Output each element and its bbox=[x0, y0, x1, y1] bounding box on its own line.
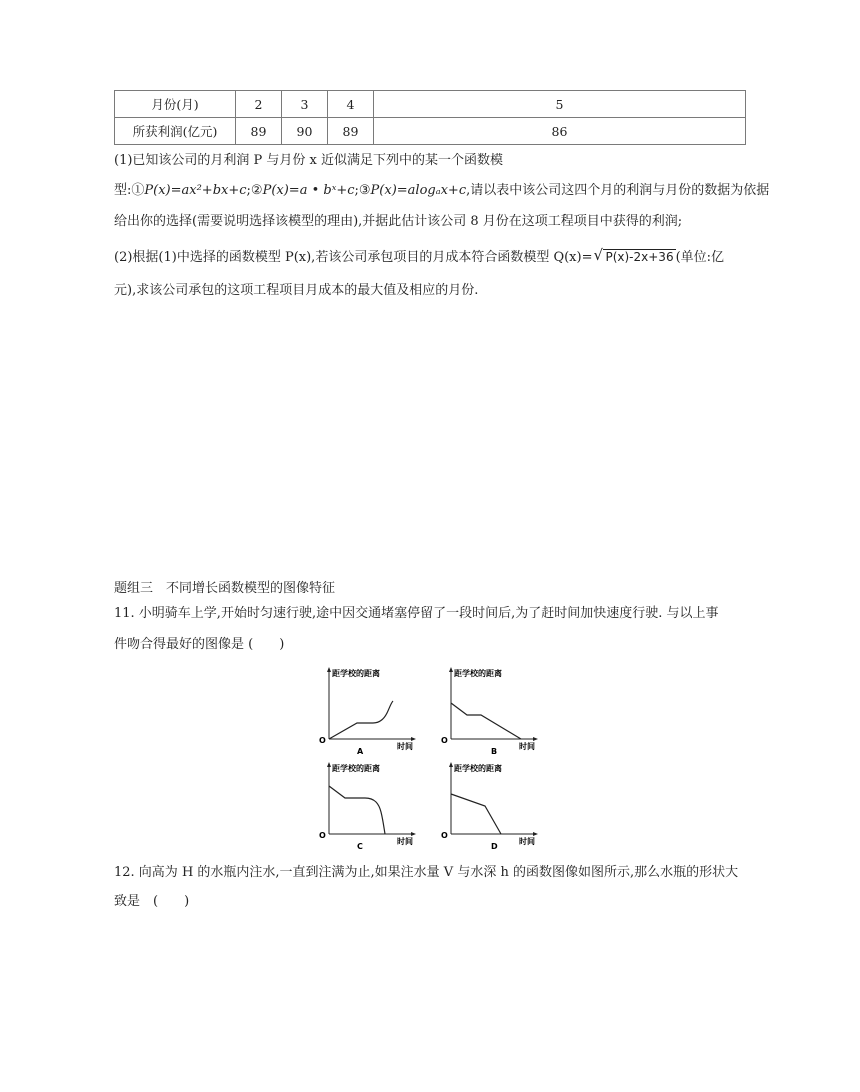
model-quadratic: P(x)=ax²+bx+c bbox=[144, 183, 247, 198]
x-axis-label: 时间 bbox=[519, 837, 535, 846]
graph-label-a: A bbox=[357, 747, 364, 755]
table-cell: 89 bbox=[236, 118, 282, 145]
origin-label: O bbox=[319, 736, 326, 745]
sqrt-expression bbox=[593, 248, 675, 267]
q10-part2-line2: 元),求该公司承包的这项工程项目月成本的最大值及相应的月份. bbox=[114, 283, 479, 298]
graph-b bbox=[437, 665, 542, 755]
table-row bbox=[115, 118, 746, 145]
graph-label-c: C bbox=[357, 842, 363, 850]
graph-d bbox=[437, 760, 542, 850]
section-title: 题组三 不同增长函数模型的图像特征 bbox=[114, 581, 336, 596]
y-axis-label: 距学校的距离 bbox=[332, 669, 380, 678]
text-span: (单位:亿 bbox=[675, 250, 725, 265]
table-cell: 86 bbox=[374, 118, 746, 145]
graph-a bbox=[315, 665, 420, 755]
graph-c bbox=[315, 760, 420, 850]
table-cell: 89 bbox=[328, 118, 374, 145]
q10-part1-line1: (1)已知该公司的月利润 P 与月份 x 近似满足下列中的某一个函数模 bbox=[114, 153, 504, 168]
text-span: (2)根据(1)中选择的函数模型 P(x),若该公司承包项目的月成本符合函数模型 Q(x)= bbox=[114, 250, 593, 265]
table-row bbox=[115, 91, 746, 118]
text-span: 型:① bbox=[114, 183, 145, 198]
profit-table bbox=[114, 90, 746, 145]
table-cell: 月份(月) bbox=[115, 91, 236, 118]
text-span: ;② bbox=[246, 183, 263, 198]
table-cell: 4 bbox=[328, 91, 374, 118]
table-cell: 3 bbox=[282, 91, 328, 118]
model-logarithmic: P(x)=alogₐx+c bbox=[370, 183, 467, 198]
origin-label: O bbox=[319, 831, 326, 840]
y-axis-label: 距学校的距离 bbox=[332, 764, 380, 773]
q11-line1: 11. 小明骑车上学,开始时匀速行驶,途中因交通堵塞停留了一段时间后,为了赶时间加快速度行驶. 与以上事 bbox=[114, 606, 719, 621]
model-exponential: P(x)=a • bˣ+c bbox=[262, 183, 355, 198]
radicand: P(x)-2x+36 bbox=[605, 250, 674, 264]
x-axis-label: 时间 bbox=[397, 742, 413, 751]
table-cell: 5 bbox=[374, 91, 746, 118]
y-axis-label: 距学校的距离 bbox=[454, 669, 502, 678]
text-span: ;③ bbox=[354, 183, 371, 198]
origin-label: O bbox=[441, 736, 448, 745]
q12-line1: 12. 向高为 H 的水瓶内注水,一直到注满为止,如果注水量 V 与水深 h 的函数图像如图所示,那么水瓶的形状大 bbox=[114, 865, 739, 880]
radical-sign: √ bbox=[593, 246, 604, 264]
graph-label-d: D bbox=[491, 842, 498, 850]
x-axis-label: 时间 bbox=[519, 742, 535, 751]
q10-part2-line1 bbox=[114, 248, 724, 267]
q12-line2: 致是 ( ) bbox=[114, 894, 190, 909]
y-axis-label: 距学校的距离 bbox=[454, 764, 502, 773]
text-span: ,请以表中该公司这四个月的利润与月份的数据为依据 bbox=[466, 183, 770, 198]
q10-part1-line2 bbox=[114, 182, 769, 200]
q10-part1-line3: 给出你的选择(需要说明选择该模型的理由),并据此估计该公司 8 月份在这项工程项目中获得的利润; bbox=[114, 214, 683, 229]
table-cell: 2 bbox=[236, 91, 282, 118]
origin-label: O bbox=[441, 831, 448, 840]
q11-line2: 件吻合得最好的图像是 ( ) bbox=[114, 637, 285, 652]
graph-label-b: B bbox=[491, 747, 498, 755]
x-axis-label: 时间 bbox=[397, 837, 413, 846]
table-cell: 90 bbox=[282, 118, 328, 145]
table-cell: 所获利润(亿元) bbox=[115, 118, 236, 145]
